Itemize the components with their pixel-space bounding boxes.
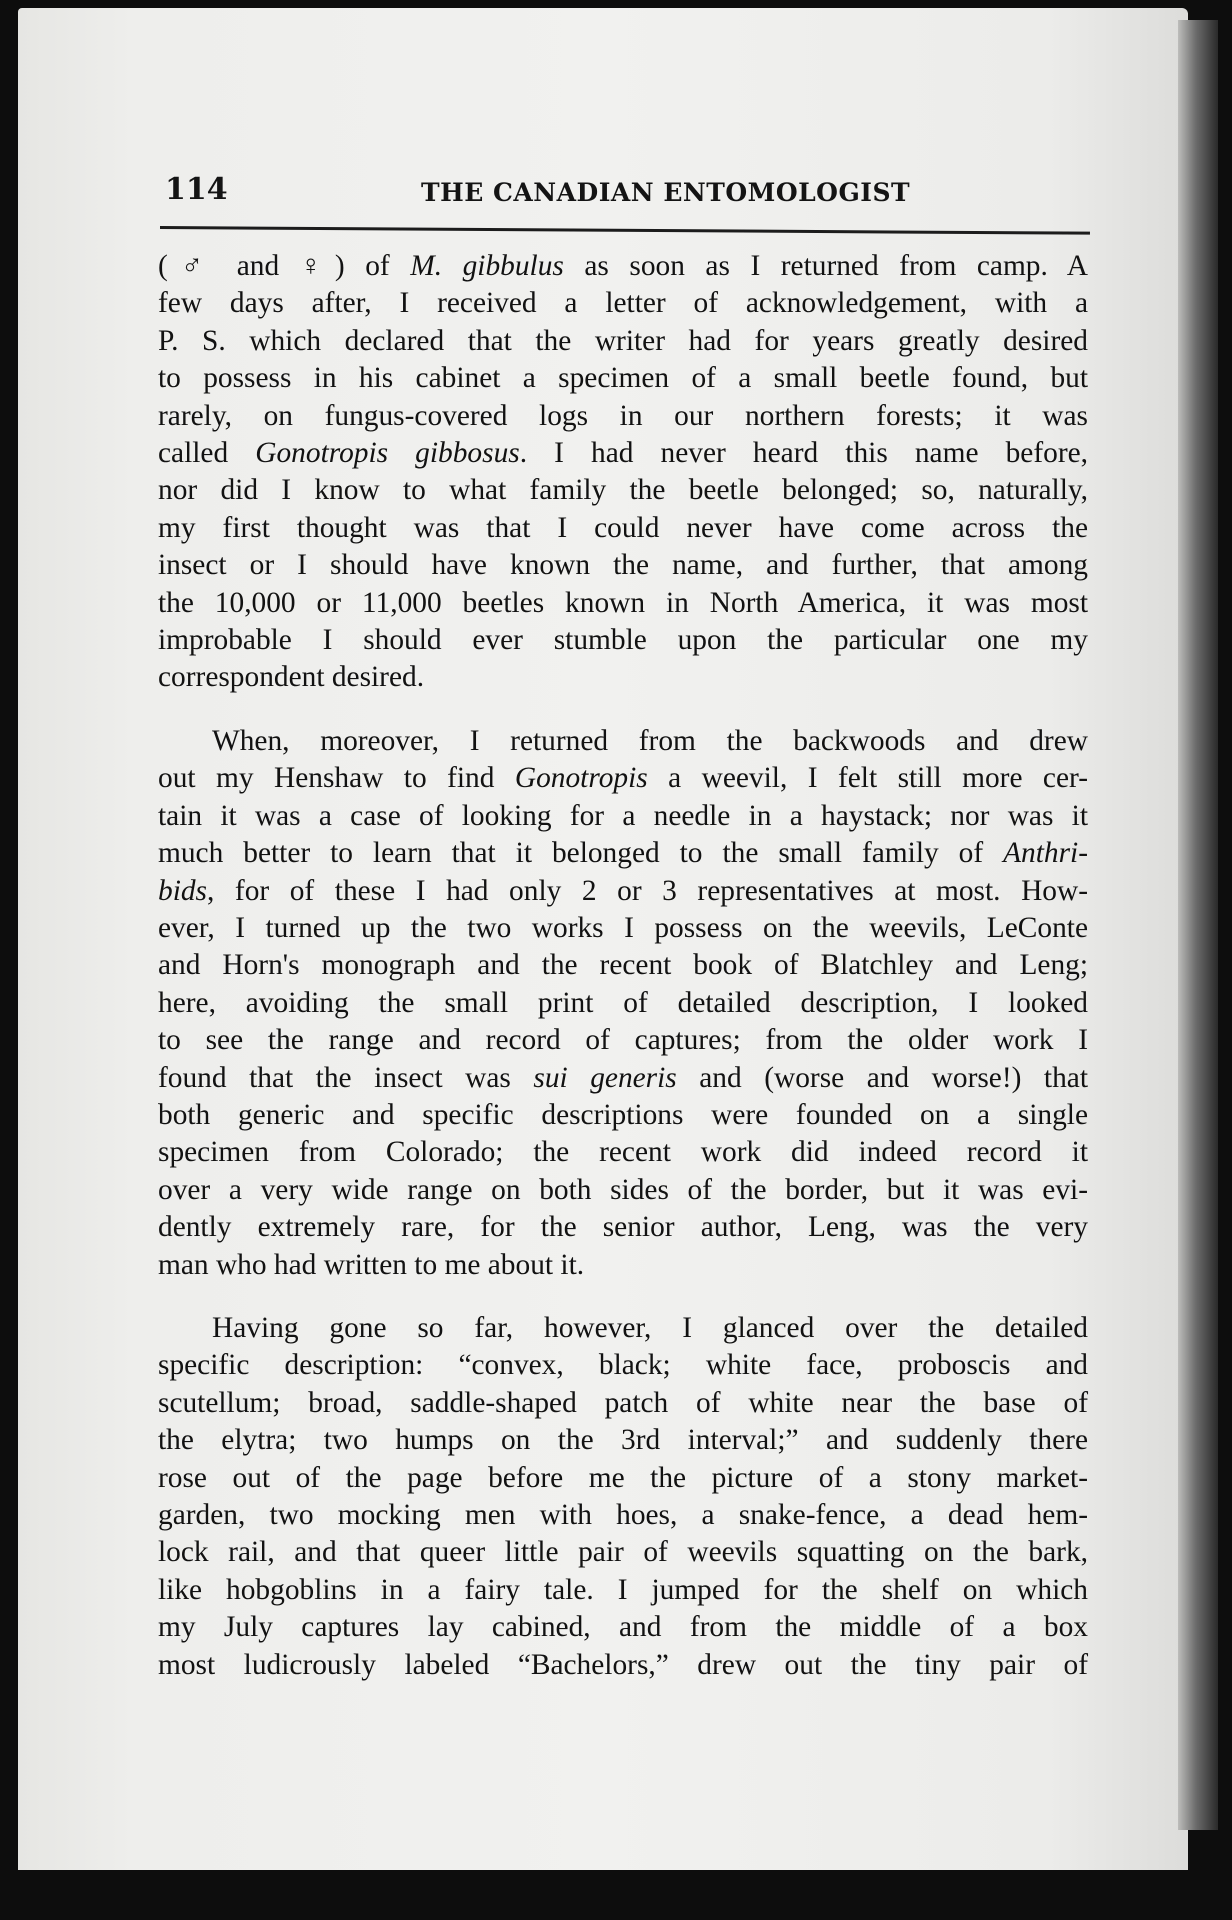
text-line: the 10,000 or 11,000 beetles known in North America, it was most xyxy=(158,586,1088,619)
text-line: (♂ and ♀) of M. gibbulus as soon as I returned from camp. A xyxy=(158,250,1088,282)
text-line: P. S. which declared that the writer had for years greatly desired xyxy=(158,324,1088,357)
page-edge-shadow xyxy=(1178,20,1218,1830)
text-line: much better to learn that it belonged to the small family of Anthri- xyxy=(158,837,1088,870)
text-line: garden, two mocking men with hoes, a snake-fence, a dead hem- xyxy=(158,1499,1088,1531)
text-line: scutellum; broad, saddle-shaped patch of white near the base of xyxy=(158,1386,1088,1419)
text-line: specimen from Colorado; the recent work did indeed record it xyxy=(158,1136,1088,1169)
text-line: over a very wide range on both sides of the border, but it was evi- xyxy=(158,1173,1088,1206)
running-header xyxy=(165,172,1085,212)
text-line: both generic and specific descriptions were founded on a single xyxy=(158,1098,1088,1131)
text-line: nor did I know to what family the beetle belonged; so, naturally, xyxy=(158,474,1088,507)
text-line: called Gonotropis gibbosus. I had never heard this name before, xyxy=(158,437,1088,470)
text-line: here, avoiding the small print of detailed description, I looked xyxy=(158,986,1088,1019)
paragraph-1 xyxy=(158,248,1088,697)
text-line: insect or I should have known the name, and further, that among xyxy=(158,549,1088,582)
text-line: rose out of the page before me the picture of a stony market- xyxy=(158,1461,1088,1494)
text-line: man who had written to me about it. xyxy=(158,1248,585,1281)
text-line: Having gone so far, however, I glanced over the detailed xyxy=(212,1311,1088,1344)
text-line: few days after, I received a letter of acknowledgement, with a xyxy=(158,287,1088,320)
text-line: bids, for of these I had only 2 or 3 representatives at most. How- xyxy=(158,874,1088,907)
text-line: ever, I turned up the two works I possess on the weevils, LeConte xyxy=(158,911,1088,944)
text-line: to possess in his cabinet a specimen of a small beetle found, but xyxy=(158,362,1088,395)
text-line: dently extremely rare, for the senior author, Leng, was the very xyxy=(158,1211,1088,1244)
text-line: like hobgoblins in a fairy tale. I jumped for the shelf on which xyxy=(158,1573,1088,1606)
journal-title: THE CANADIAN ENTOMOLOGIST xyxy=(421,178,911,207)
text-line: specific description: “convex, black; white face, proboscis and xyxy=(158,1349,1088,1382)
text-line: improbable I should ever stumble upon the particular one my xyxy=(158,624,1088,657)
text-line: my July captures lay cabined, and from the middle of a box xyxy=(158,1611,1088,1644)
text-line: When, moreover, I returned from the backwoods and drew xyxy=(212,724,1088,757)
text-line: found that the insect was sui generis and (worse and worse!) that xyxy=(158,1061,1088,1094)
paragraph-2 xyxy=(158,723,1088,1284)
text-line: and Horn's monograph and the recent book of Blatchley and Leng; xyxy=(158,949,1088,982)
text-line: out my Henshaw to find Gonotropis a weevil, I felt still more cer- xyxy=(158,762,1088,795)
text-line: rarely, on fungus-covered logs in our northern forests; it was xyxy=(158,399,1088,432)
text-line: my first thought was that I could never have come across the xyxy=(158,511,1088,544)
page-number: 114 xyxy=(165,172,228,207)
paragraph-3 xyxy=(158,1310,1088,1684)
text-line: correspondent desired. xyxy=(158,661,425,694)
text-line: to see the range and record of captures; from the older work I xyxy=(158,1024,1088,1057)
text-line: tain it was a case of looking for a needle in a haystack; nor was it xyxy=(158,799,1088,832)
text-line: most ludicrously labeled “Bachelors,” drew out the tiny pair of xyxy=(158,1648,1088,1681)
article-body xyxy=(158,248,1088,1684)
text-line: the elytra; two humps on the 3rd interval;” and suddenly there xyxy=(158,1424,1088,1457)
text-line: lock rail, and that queer little pair of weevils squatting on the bark, xyxy=(158,1536,1088,1569)
